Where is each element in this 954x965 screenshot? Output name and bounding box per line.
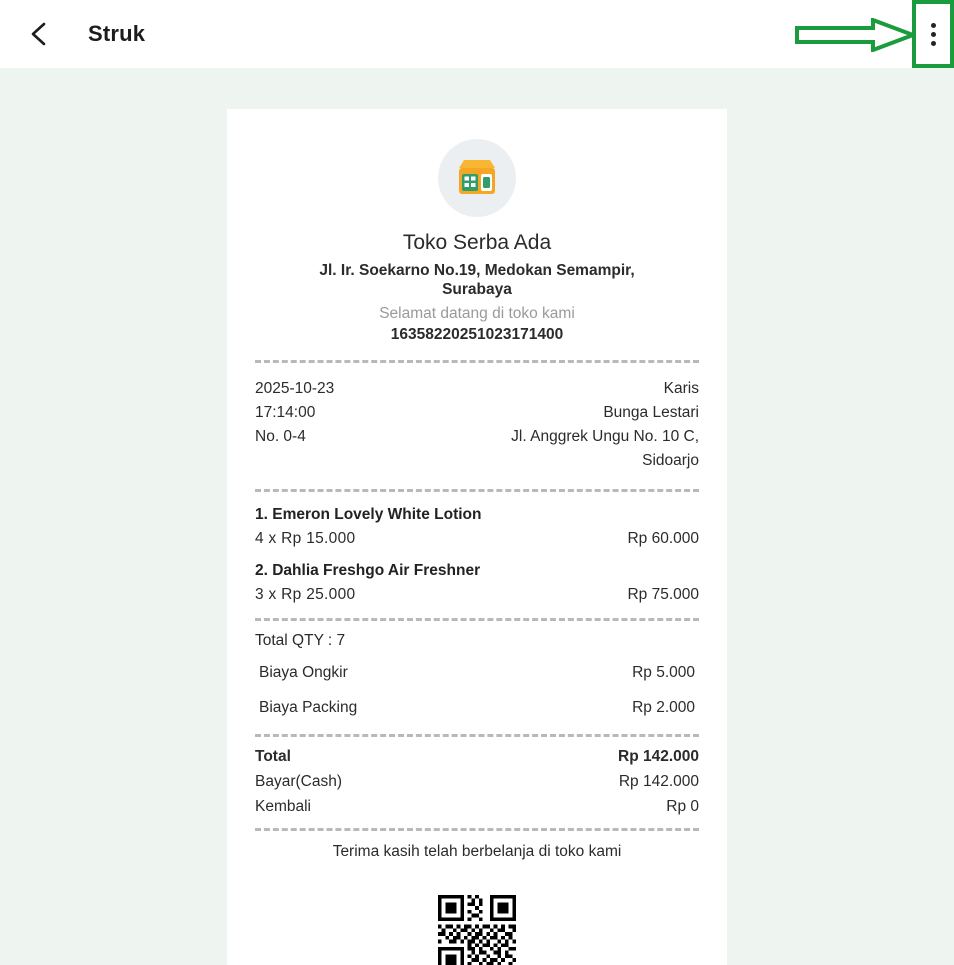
meta-right [464, 377, 699, 473]
item-line [255, 530, 699, 548]
receipt-page [0, 68, 954, 965]
receipt-item [255, 562, 699, 604]
page-title: Struk [88, 21, 146, 46]
item-name: 2. Dahlia Freshgo Air Freshner [255, 561, 481, 579]
divider [255, 489, 699, 492]
transaction-time: 17:14:00 [255, 403, 316, 421]
store-name: Toko Serba Ada [402, 231, 552, 254]
summary-row-paid [255, 773, 699, 791]
summary-label: Total [255, 747, 291, 765]
overflow-menu-button[interactable] [912, 0, 954, 68]
item-line [255, 586, 699, 604]
summary-amount: Rp 142.000 [618, 772, 699, 790]
fee-amount: Rp 5.000 [632, 663, 695, 681]
fee-label: Biaya Ongkir [259, 663, 348, 681]
receipt-item [255, 506, 699, 548]
item-amount: Rp 60.000 [627, 529, 699, 547]
fee-row [255, 699, 699, 717]
item-qty-price: 3 x Rp 25.000 [255, 585, 356, 603]
summary-amount: Rp 0 [666, 797, 699, 815]
meta-left [255, 377, 334, 449]
fee-row [255, 664, 699, 682]
divider [255, 618, 699, 621]
receipt-meta [255, 377, 699, 473]
divider [255, 828, 699, 831]
more-vertical-icon [931, 23, 936, 46]
transaction-date: 2025-10-23 [255, 379, 335, 397]
fee-label: Biaya Packing [259, 698, 358, 716]
summary-amount: Rp 142.000 [618, 747, 699, 765]
customer-address: Jl. Anggrek Ungu No. 10 C, Sidoarjo [511, 427, 699, 469]
cashier-name: Karis [663, 379, 699, 397]
welcome-text: Selamat datang di toko kami [379, 304, 575, 322]
qr-code [438, 895, 516, 965]
divider [255, 360, 699, 363]
summary-label: Bayar(Cash) [255, 772, 342, 790]
summary-label: Kembali [255, 797, 311, 815]
store-address: Jl. Ir. Soekarno No.19, Medokan Semampir, Surabaya [319, 262, 635, 299]
total-qty: Total QTY : 7 [255, 631, 346, 649]
fee-amount: Rp 2.000 [632, 698, 695, 716]
receipt-card [227, 115, 727, 965]
qr-code-wrap [255, 895, 699, 965]
divider [255, 734, 699, 737]
item-name: 1. Emeron Lovely White Lotion [255, 505, 482, 523]
annotation-arrow [795, 18, 915, 52]
transaction-number: No. 0-4 [255, 427, 306, 445]
store-logo [438, 139, 516, 217]
thanks-text: Terima kasih telah berbelanja di toko kami [332, 842, 622, 860]
chevron-left-icon [27, 21, 53, 47]
store-icon [456, 155, 498, 202]
summary-row-total [255, 748, 699, 766]
item-qty-price: 4 x Rp 15.000 [255, 529, 356, 547]
summary-row-change [255, 798, 699, 816]
app-bar [0, 0, 954, 68]
transaction-code: 16358220251023171400 [390, 325, 564, 343]
item-amount: Rp 75.000 [627, 585, 699, 603]
customer-name: Bunga Lestari [603, 403, 699, 421]
back-button[interactable] [18, 12, 62, 56]
